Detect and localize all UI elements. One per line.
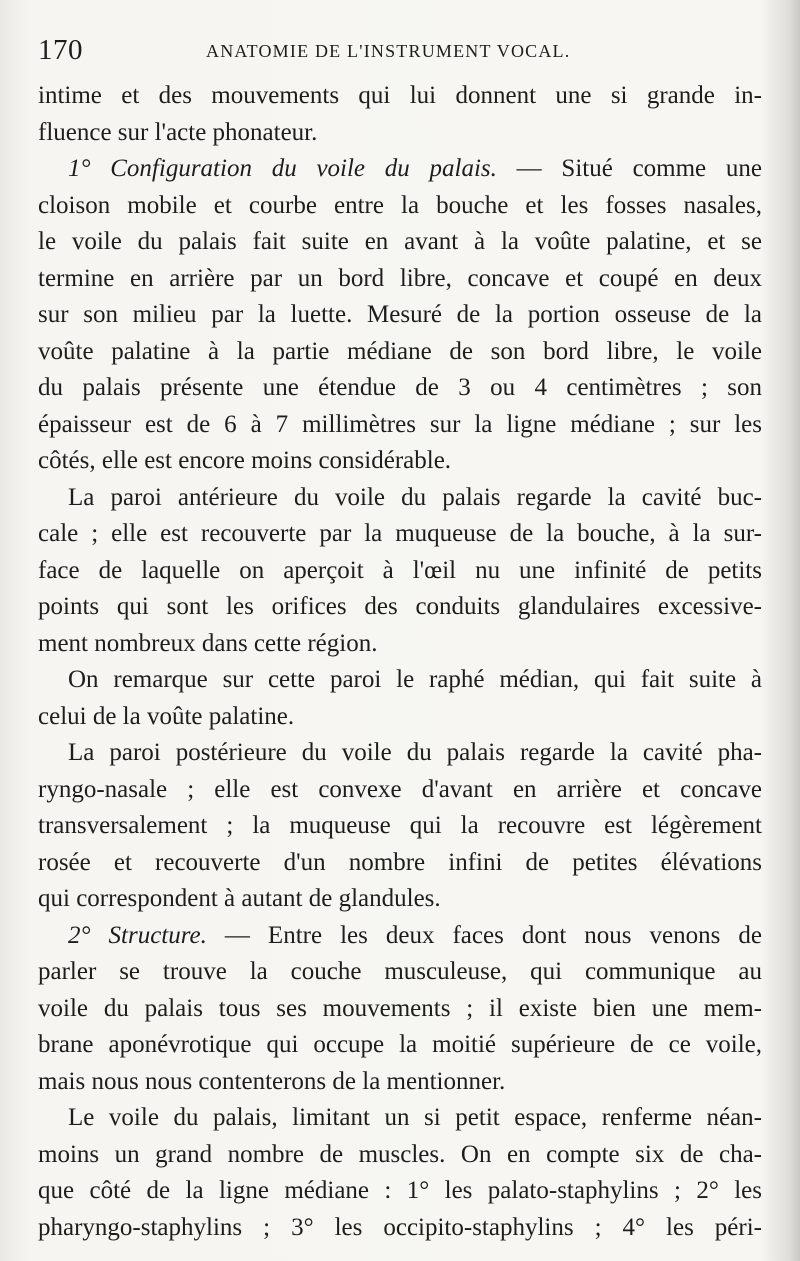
line-text: qui correspondent à autant de glandules.	[38, 885, 441, 912]
line-text: cale ; elle est recouverte par la muqueuse de la bouche, à la sur-	[38, 520, 762, 547]
line-text: cloison mobile et courbe entre la bouche et les fosses nasales,	[38, 191, 762, 219]
text-line	[38, 370, 762, 407]
line-text: points qui sont les orifices des conduits glandulaires excessive-	[38, 593, 762, 620]
body-text	[38, 78, 762, 1246]
line-text: moins un grand nombre de muscles. On en compte six de cha-	[38, 1140, 762, 1168]
text-line	[38, 626, 762, 663]
line-text: le voile du palais fait suite en avant à la voûte palatine, et se	[38, 228, 762, 255]
text-line	[38, 918, 762, 955]
line-text: — Entre les deux faces dont nous venons de	[206, 921, 762, 949]
line-text: mais nous nous contenterons de la mentionner.	[38, 1067, 506, 1095]
text-line	[38, 334, 762, 371]
line-text: transversalement ; la muqueuse qui la recouvre est légèrement	[38, 812, 762, 839]
line-text: sur son milieu par la luette. Mesuré de la portion osseuse de la	[38, 301, 762, 328]
text-line	[38, 297, 762, 334]
text-line	[38, 662, 762, 699]
section-heading: 2° Structure.	[68, 921, 207, 949]
text-line	[38, 1137, 762, 1174]
line-text: ment nombreux dans cette région.	[38, 629, 378, 657]
line-text: La paroi antérieure du voile du palais regarde la cavité buc-	[68, 483, 762, 511]
line-text: La paroi postérieure du voile du palais regarde la cavité pha-	[68, 739, 762, 766]
line-text: voile du palais tous ses mouvements ; il existe bien une mem-	[38, 994, 762, 1022]
text-line	[38, 224, 762, 261]
text-line	[38, 78, 762, 115]
text-line	[38, 480, 762, 517]
line-text: — Situé comme une	[496, 155, 763, 182]
text-line	[38, 589, 762, 626]
page-header	[38, 32, 762, 68]
text-line	[38, 553, 762, 590]
text-line	[38, 1064, 762, 1101]
text-line	[38, 808, 762, 845]
page-number: 170	[38, 34, 83, 66]
line-text: intime et des mouvements qui lui donnent une si grande in-	[38, 82, 762, 109]
text-line	[38, 845, 762, 882]
line-text: côtés, elle est encore moins considérable.	[38, 447, 452, 474]
text-line	[38, 443, 762, 480]
text-line	[38, 735, 762, 772]
text-line	[38, 699, 762, 736]
line-text: brane aponévrotique qui occupe la moitié supérieure de ce voile,	[38, 1031, 762, 1058]
text-line	[38, 115, 762, 152]
text-line	[38, 407, 762, 444]
line-text: rosée et recouverte d'un nombre infini de petites élévations	[38, 848, 762, 876]
line-text: parler se trouve la couche musculeuse, qui communique au	[38, 958, 762, 985]
text-line	[38, 1173, 762, 1210]
line-text: face de laquelle on aperçoit à l'œil nu une infinité de petits	[38, 556, 762, 584]
text-line	[38, 516, 762, 553]
line-text: On remarque sur cette paroi le raphé médian, qui fait suite à	[68, 666, 762, 693]
text-line	[38, 772, 762, 809]
line-text: du palais présente une étendue de 3 ou 4 centimètres ; son	[38, 374, 762, 401]
section-heading: 1° Configuration du voile du palais.	[68, 155, 497, 182]
text-line	[38, 261, 762, 298]
line-text: épaisseur est de 6 à 7 millimètres sur la ligne médiane ; sur les	[38, 410, 762, 438]
text-line	[38, 1210, 762, 1247]
line-text: que côté de la ligne médiane : 1° les palato-staphylins ; 2° les	[38, 1177, 762, 1204]
text-line	[38, 1100, 762, 1137]
line-text: celui de la voûte palatine.	[38, 702, 295, 730]
text-line	[38, 991, 762, 1028]
line-text: ryngo-nasale ; elle est convexe d'avant en arrière et concave	[38, 775, 762, 803]
text-line	[38, 1027, 762, 1064]
line-text: voûte palatine à la partie médiane de son bord libre, le voile	[38, 337, 762, 365]
running-head: ANATOMIE DE L'INSTRUMENT VOCAL.	[206, 41, 571, 61]
text-line	[38, 188, 762, 225]
line-text: termine en arrière par un bord libre, concave et coupé en deux	[38, 264, 762, 292]
text-line	[38, 954, 762, 991]
text-line	[38, 881, 762, 918]
line-text: Le voile du palais, limitant un si petit espace, renferme néan-	[68, 1104, 762, 1131]
text-line	[38, 151, 762, 188]
line-text: pharyngo-staphylins ; 3° les occipito-staphylins ; 4° les péri-	[38, 1213, 762, 1241]
line-text: fluence sur l'acte phonateur.	[38, 118, 318, 146]
